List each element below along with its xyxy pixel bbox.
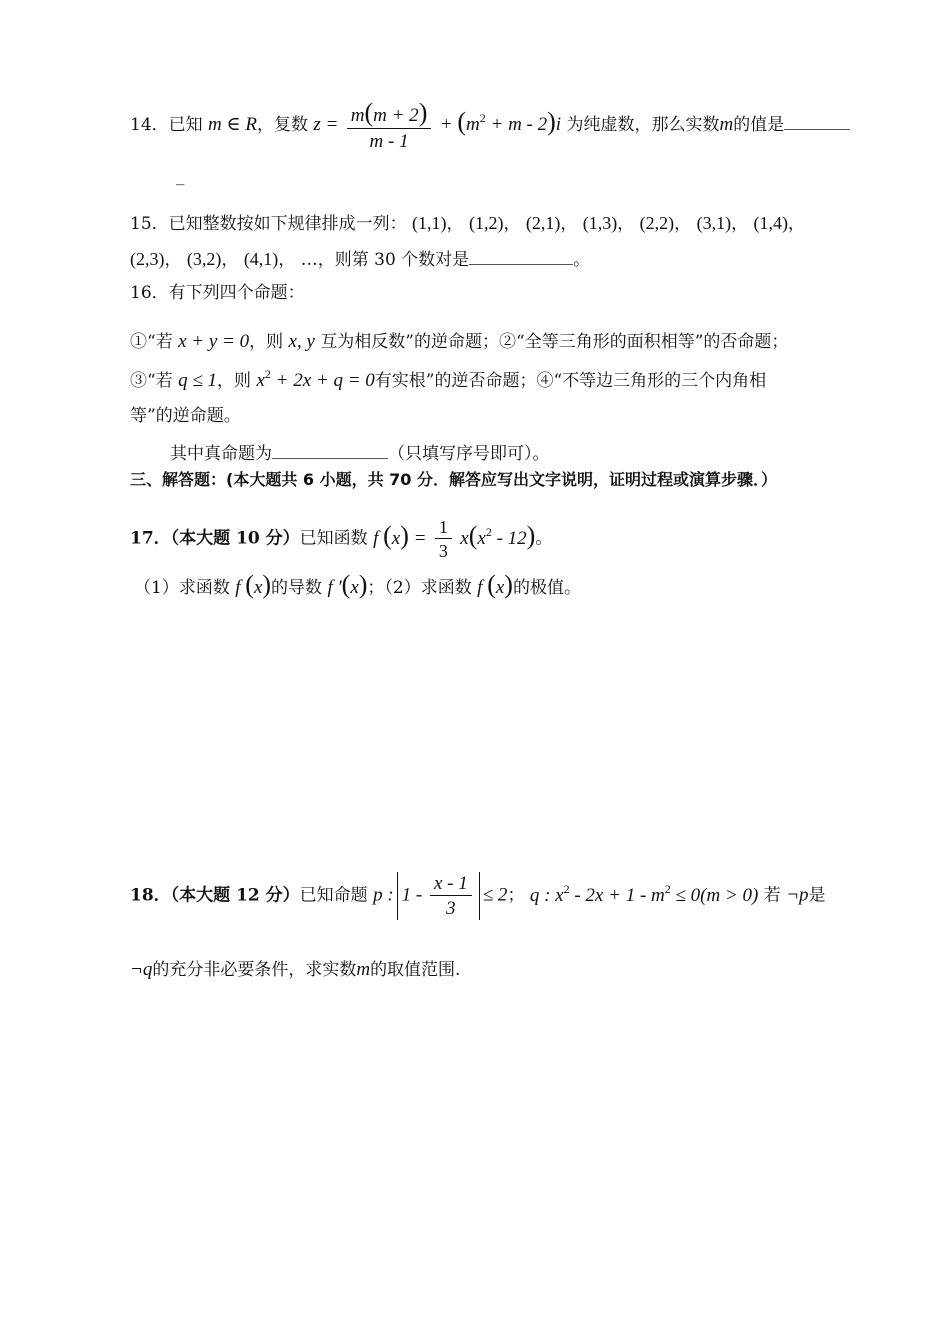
q16-answer-blank[interactable] — [272, 444, 388, 459]
q16-text-1: 有下列四个命题： — [168, 283, 305, 303]
q18-math-le-2: ≤ 2 — [482, 884, 508, 906]
q16-ans-a: 其中真命题为 — [170, 444, 272, 464]
q15-pair: (1,1) — [412, 213, 447, 233]
q16-p1-c: 互为相反数”的逆命题；②“全等三角形的面积相等”的否命题； — [320, 332, 789, 352]
q15-pair: (2,2) — [639, 213, 675, 233]
q17-points: （本大题 10 分） — [170, 528, 300, 549]
q17-math-fx: f (x) — [235, 570, 272, 599]
q17-math-fx-2: f (x) — [477, 570, 513, 599]
q15-number: 15． — [130, 214, 169, 234]
q16-answer-line — [170, 444, 550, 463]
q14-number: 14． — [130, 115, 169, 135]
q14-fraction-numerator: m(m + 2) — [347, 100, 432, 129]
q18-math-q: q : $x^2 - 2x + 1 - m^2 \le 0(m > 0)$ — [529, 881, 759, 906]
q18-math-not-q: ¬q — [130, 959, 153, 980]
q18-text-2: ； — [507, 885, 525, 906]
q15-pair: (2,3) — [130, 249, 165, 269]
q15-pair: (4,1) — [243, 249, 279, 269]
q16-math-q-le-1: q ≤ 1 — [178, 370, 218, 391]
q15-ellipsis: … — [300, 250, 318, 270]
q14-text-1: 已知 — [168, 115, 203, 135]
q14-text-2: ，复数 — [256, 115, 308, 135]
q16-line-3 — [130, 368, 766, 390]
q14-math-imag-part: + $(m^2 + m - 2)i$ — [439, 107, 562, 136]
q17-line-2 — [134, 572, 581, 598]
q15-line-1: 15．已知整数按如下规律排成一列： (1,1)， (1,2)， (2,1)， (1,3)， (2,2)， (3,1)， (1,4)， — [130, 213, 805, 234]
q17-number: 17． — [130, 528, 171, 549]
q14-answer-blank[interactable] — [784, 115, 850, 130]
q16-p4: 等”的逆命题。 — [130, 406, 241, 426]
q17-math-f: f (x) = — [373, 520, 427, 550]
q14-math-m: m — [719, 114, 734, 135]
q16-p1-a: ①“若 — [130, 332, 173, 352]
q16-p1-b: ，则 — [249, 332, 284, 352]
q15-pair: (1,3) — [582, 213, 618, 233]
q15-pair: (2,1) — [525, 213, 561, 233]
q17-line-1 — [130, 518, 552, 560]
q17-sub-2: 的导数 — [271, 578, 323, 598]
q15-text-1: 已知整数按如下规律排成一列： — [168, 214, 407, 234]
q17-fraction-third: $\frac{1}{3}$ — [435, 518, 452, 560]
q15-pair: (1,2) — [468, 213, 504, 233]
q14-fraction — [347, 100, 432, 151]
q16-math-xy: x, y — [288, 331, 315, 352]
q18-math-m: m — [356, 959, 371, 980]
q17-sub-4: 的极值。 — [512, 578, 581, 598]
q14-text-3: 为纯虚数，那么实数 — [566, 115, 720, 135]
q17-math-fprime: f ′(x) — [327, 570, 368, 599]
q14-math-m-in-r: m ∈ R — [208, 114, 257, 135]
q16-math-quadratic: $x^2 + 2x + q = 0$ — [256, 367, 375, 391]
q15-pair: (1,4) — [753, 213, 788, 233]
q18-math-not-p: ¬p — [786, 884, 809, 906]
q18-line-1 — [130, 872, 826, 920]
q18-line2-c: 的取值范围. — [370, 960, 461, 980]
q15-line-2: (2,3)， (3,2)， (4,1)， …，则第 30 个数对是 。 — [130, 249, 591, 270]
q16-line-4 — [130, 408, 241, 425]
q14-tail-mark: _ — [176, 166, 185, 186]
q14-math-z: z = — [313, 114, 339, 135]
q14-tail — [176, 168, 185, 185]
q18-text-3: 若 — [763, 885, 781, 906]
q18-number: 18． — [130, 885, 171, 906]
q15-text-3: 。 — [573, 250, 591, 270]
q16-number: 16． — [130, 283, 169, 303]
q18-text-1: 已知命题 — [299, 885, 368, 906]
q16-ans-b: （只填写序号即可）。 — [388, 444, 550, 464]
q14-line — [130, 100, 850, 151]
q15-text-2: ，则第 30 个数对是 — [317, 250, 470, 270]
q18-fraction: $\frac{x - 1}{3}$ — [430, 874, 472, 918]
q17-text-2: 。 — [535, 528, 553, 549]
q18-math-p: p : — [373, 884, 394, 906]
q18-line2-b: 的充分非必要条件，求实数 — [152, 960, 357, 980]
q16-math-sum: x + y = 0 — [178, 331, 250, 352]
q18-text-4: 是 — [808, 885, 826, 906]
q16-p3-a: ③“若 — [130, 371, 173, 391]
q16-line-2 — [130, 332, 788, 351]
q16-p3-c: 有实根”的逆否命题；④“不等边三角形的三个内角相 — [374, 371, 767, 391]
q17-math-body: $x(x^2 - 12)$ — [460, 520, 536, 550]
q17-sub-3: ；（2）求函数 — [367, 578, 472, 598]
q18-absolute-value: 1 - $\frac{x - 1}{3}$ — [397, 872, 480, 920]
q14-fraction-denominator: m - 1 — [369, 131, 409, 152]
q18-points: （本大题 12 分） — [170, 885, 300, 906]
q16-line-1 — [130, 285, 305, 302]
q15-pair: (3,1) — [696, 213, 732, 233]
q14-text-4: 的值是 — [733, 115, 785, 135]
q15-answer-blank[interactable] — [469, 250, 573, 265]
section-3-heading: 三、解答题：(本大题共 6 小题，共 70 分．解答应写出文字说明，证明过程或演算步骤．） — [130, 470, 777, 489]
q17-text-1: 已知函数 — [299, 528, 368, 549]
q17-sub-1: （1）求函数 — [134, 578, 230, 598]
q18-line-2 — [130, 960, 460, 979]
q15-pair: (3,2) — [186, 249, 222, 269]
q16-p3-b: ，则 — [217, 371, 252, 391]
